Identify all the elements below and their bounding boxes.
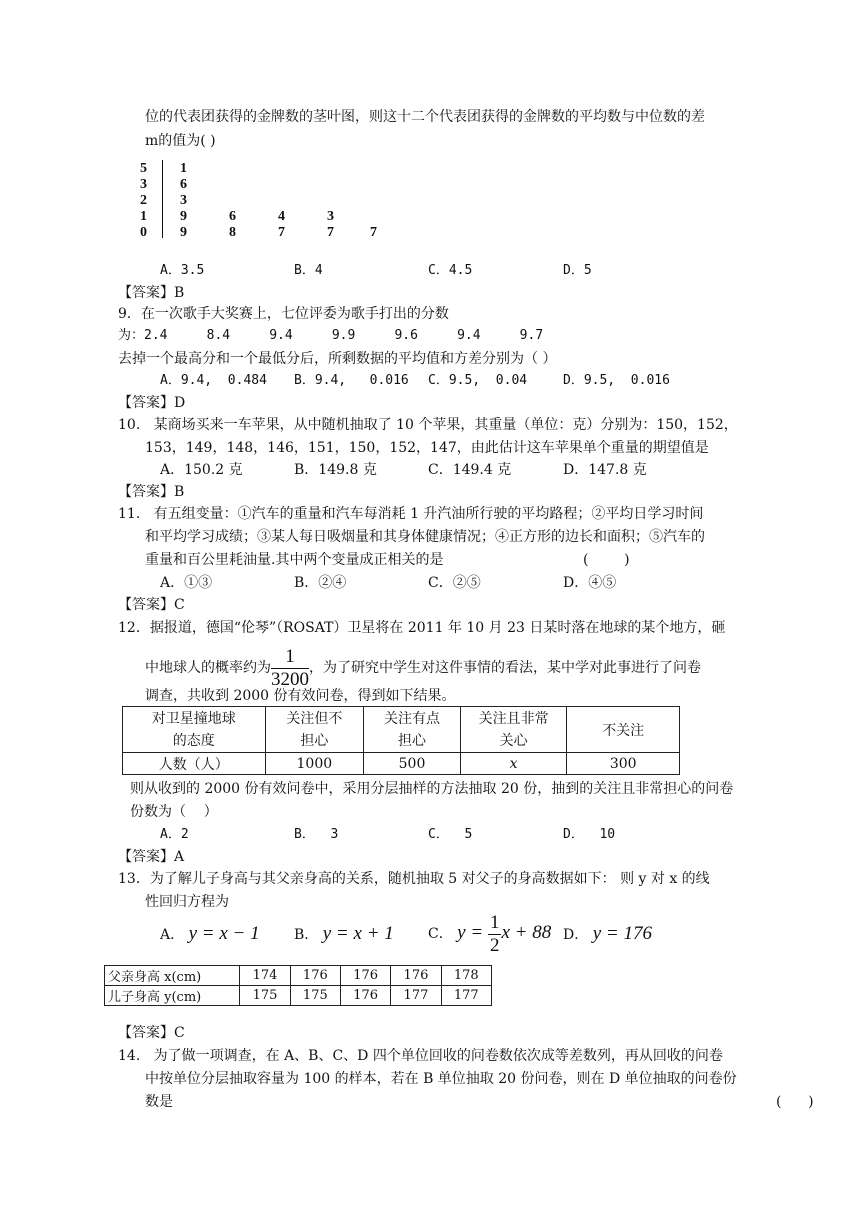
- header-text: 关注且非常: [478, 710, 549, 727]
- leaf-value: 6: [229, 209, 236, 224]
- table-cell: 175: [240, 986, 290, 1006]
- leaf-value: 3: [327, 209, 334, 224]
- table-cell: x: [460, 753, 567, 775]
- q12-text-line2-pre: 中地球人的概率约为: [145, 660, 271, 676]
- q8-option-c: C．4.5: [428, 263, 473, 278]
- header-text: 担心: [398, 732, 427, 749]
- q11-text-line3: 重量和百公里耗油量.其中两个变量成正相关的是: [145, 552, 444, 568]
- q10-option-d: D．147.8 克: [563, 462, 647, 478]
- table-cell: 177: [391, 986, 441, 1006]
- q12-text-line5: 份数为（ ）: [130, 804, 218, 820]
- option-label: D．: [563, 927, 589, 943]
- stem-value: 2: [140, 193, 147, 208]
- q11-text-line1: 11. 有五组变量：①汽车的重量和汽车每消耗 1 升汽油所行驶的平均路程；②平均日学习时间: [118, 506, 704, 522]
- q10-option-a: A．150.2 克: [160, 462, 243, 478]
- q9-text-line3: 去掉一个最高分和一个最低分后，所剩数据的平均值和方差分别为（ ）: [118, 351, 557, 367]
- q10-option-b: B．149.8 克: [294, 462, 377, 478]
- leaf-value: 9: [180, 209, 187, 224]
- q9-option-b: B．9.4, 0.016: [294, 373, 409, 388]
- header-text: 的态度: [172, 732, 215, 749]
- q8-text-line2: m的值为( ): [145, 133, 216, 149]
- q12-text-line2-post: ，为了研究中学生对这件事情的看法，某中学对此事进行了问卷: [309, 660, 701, 676]
- attitude-survey-table: [122, 706, 680, 775]
- q14-text-line1: 14. 为了做一项调查，在 A、B、C、D 四个单位回收的问卷数依次成等差数列，再从回收的问卷: [118, 1048, 723, 1064]
- stem-value: 0: [140, 225, 147, 240]
- q13-text-line1: 13．为了解儿子身高与其父亲身高的关系，随机抽取 5 对父子的身高数据如下： 则 y 对 x 的线: [118, 871, 710, 887]
- formula: y =: [457, 922, 488, 943]
- q13-option-c: [428, 910, 551, 956]
- q11-option-c: C．②⑤: [428, 575, 481, 591]
- option-label: A．: [160, 927, 185, 943]
- table-row: [123, 753, 680, 775]
- q8-text-line1: 位的代表团获得的金牌数的茎叶图，则这十二个代表团获得的金牌数的平均数与中位数的差: [145, 109, 705, 125]
- q8-option-a: A．3.5: [160, 263, 205, 278]
- q11-answer-paren: ( ): [583, 552, 630, 568]
- q10-option-c: C．149.4 克: [428, 462, 512, 478]
- q11-option-b: B．②④: [294, 575, 347, 591]
- header-text: 担心: [300, 732, 329, 749]
- q11-answer: 【答案】C: [118, 597, 185, 613]
- table-cell: 174: [240, 966, 290, 986]
- formula: x + 88: [501, 922, 552, 943]
- table-cell: 176: [341, 986, 391, 1006]
- table-cell: 500: [364, 753, 461, 775]
- leaf-value: 7: [327, 225, 334, 240]
- fraction-numerator: 1: [489, 911, 500, 933]
- q9-option-d: D．9.5, 0.016: [563, 373, 670, 388]
- table-cell: 177: [441, 986, 491, 1006]
- q14-answer-paren: ( ): [776, 1094, 814, 1110]
- q12-option-c: C． 5: [428, 827, 473, 842]
- option-label: B．: [294, 927, 319, 943]
- q8-answer: 【答案】B: [118, 285, 185, 301]
- q14-text-line2: 中按单位分层抽取容量为 100 的样本，若在 B 单位抽取 20 份问卷，则在 D 单位抽取的问卷份: [145, 1071, 737, 1087]
- leaf-value: 7: [278, 225, 285, 240]
- q11-option-a: A．①③: [160, 575, 213, 591]
- table-cell: 300: [567, 753, 680, 775]
- formula: y = 176: [592, 923, 652, 944]
- coefficient-fraction: [488, 912, 502, 957]
- q13-text-line2: 性回归方程为: [145, 894, 229, 910]
- q12-option-b: B． 3: [294, 827, 339, 842]
- table-cell: 人数（人）: [123, 753, 266, 775]
- leaf-value: 4: [278, 209, 285, 224]
- stem-value: 1: [140, 209, 147, 224]
- q9-text-line1: 9．在一次歌手大奖赛上，七位评委为歌手打出的分数: [118, 306, 449, 322]
- formula: y = x − 1: [188, 923, 260, 944]
- table-cell: 儿子身高 y(cm): [105, 986, 240, 1006]
- header-text: 关注但不: [286, 710, 343, 727]
- q12-option-a: A．2: [160, 827, 189, 842]
- option-label: C．: [428, 926, 453, 942]
- table-row: [123, 707, 680, 753]
- q12-text-line4: 则从收到的 2000 份有效问卷中，采用分层抽样的方法抽取 20 份，抽到的关注且非常担心的问卷: [130, 781, 734, 797]
- leaf-value: 7: [370, 225, 377, 240]
- q9-option-c: C．9.5, 0.04: [428, 373, 528, 388]
- leaf-value: 3: [180, 193, 187, 208]
- q14-text-line3: 数是: [145, 1094, 173, 1110]
- table-header-cell: [265, 707, 364, 753]
- q12-text-line3: 调查，共收到 2000 份有效问卷，得到如下结果。: [145, 688, 456, 704]
- q13-answer: 【答案】C: [118, 1025, 185, 1041]
- fraction-numerator: 1: [271, 646, 309, 669]
- q10-text-line2: 153，149，148，146，151，150，152，147，由此估计这车苹果单个重量的期望值是: [145, 440, 709, 456]
- q12-option-d: D． 10: [563, 827, 616, 842]
- stem-value: 5: [140, 161, 147, 176]
- q13-option-d: [563, 922, 652, 947]
- table-row: [105, 986, 492, 1006]
- table-cell: 父亲身高 x(cm): [105, 966, 240, 986]
- fraction-denominator: 2: [489, 934, 500, 956]
- table-cell: 176: [290, 966, 340, 986]
- table-header-cell: [460, 707, 567, 753]
- header-text: 关心: [499, 732, 528, 749]
- q11-option-d: D．④⑤: [563, 575, 617, 591]
- table-cell: 176: [341, 966, 391, 986]
- table-header-cell: 不关注: [567, 707, 680, 753]
- q9-option-a: A．9.4, 0.484: [160, 373, 267, 388]
- height-data-table: [104, 965, 492, 1006]
- q9-text-line2: 为：2.4 8.4 9.4 9.9 9.6 9.4 9.7: [118, 328, 544, 343]
- fraction-denominator: 3200: [271, 668, 309, 690]
- q9-answer: 【答案】D: [118, 395, 186, 411]
- table-cell: 175: [290, 986, 340, 1006]
- stem-value: 3: [140, 177, 147, 192]
- q12-text-line1: 12．据报道，德国“伦琴”（ROSAT）卫星将在 2011 年 10 月 23 日某时落在地球的某个地方，砸: [118, 620, 726, 636]
- leaf-value: 9: [180, 225, 187, 240]
- table-header-cell: [364, 707, 461, 753]
- q8-option-d: D．5: [563, 263, 592, 278]
- table-cell: 176: [391, 966, 441, 986]
- table-row: [105, 966, 492, 986]
- header-text: 对卫星撞地球: [151, 710, 236, 727]
- leaf-value: 8: [229, 225, 236, 240]
- header-text: 关注有点: [384, 710, 441, 727]
- table-cell: 1000: [265, 753, 364, 775]
- leaf-value: 1: [180, 161, 187, 176]
- q10-answer: 【答案】B: [118, 484, 185, 500]
- q13-option-b: [294, 922, 394, 947]
- q8-option-b: B．4: [294, 263, 323, 278]
- q10-text-line1: 10. 某商场买来一车苹果，从中随机抽取了 10 个苹果，其重量（单位：克）分别为：150，152，: [118, 417, 738, 433]
- formula: y = x + 1: [322, 923, 394, 944]
- stem-divider: [162, 160, 163, 238]
- leaf-value: 6: [180, 177, 187, 192]
- table-cell: 178: [441, 966, 491, 986]
- probability-fraction: [271, 646, 309, 691]
- q11-text-line2: 和平均学习成绩；③某人每日吸烟量和其身体健康情况；④正方形的边长和面积；⑤汽车的: [145, 529, 705, 545]
- table-header-cell: [123, 707, 266, 753]
- q12-answer: 【答案】A: [118, 849, 185, 865]
- q13-option-a: [160, 922, 260, 947]
